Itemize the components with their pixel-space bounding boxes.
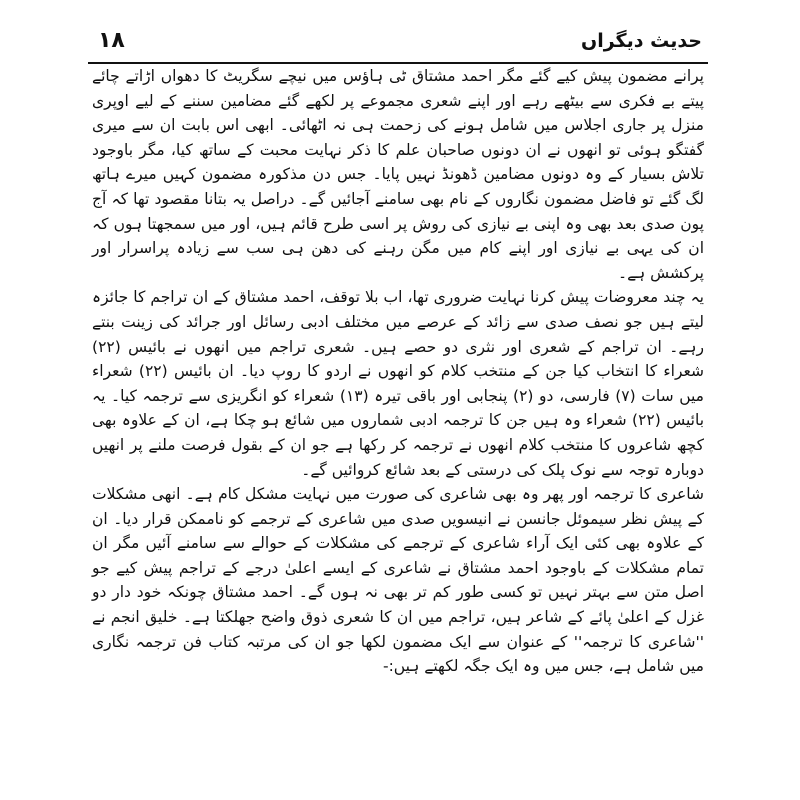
page-number: ۱۸ [98, 28, 125, 53]
running-head-title: حدیث دیگراں [580, 30, 702, 52]
paragraph-3: شاعری کا ترجمہ اور پھر وہ بھی شاعری کی صورت میں نہایت مشکل کام ہے۔ انھی مشکلات کے پیش نظر سیموئل جانسن نے انیسویں صدی میں شاعری کے ترجمے کو ناممکن قرار دیا۔ ان کے علاوہ بھی کئی ایک آراء شاعری کے ترجمے کی مشکلات کے حوالے سے سامنے آئیں مگر ان تمام مشکلات کے باوجود احمد مشتاق نے شاعری کے ایسے اعلیٰ درجے کے تراجم پیش کیے جو اصل متن سے بہتر نہیں تو کسی طور کم تر بھی نہ ہوں گے۔ احمد مشتاق چونکہ خود دار دو غزل کے اعلیٰ پائے کے شاعر ہیں، تراجم میں ان کا شعری ذوق واضح جھلکتا ہے۔ خلیق انجم نے ''شاعری کا ترجمہ'' کے عنوان سے ایک مضمون لکھا جو ان کی مرتبہ کتاب فن ترجمہ نگاری میں شامل ہے، جس میں وہ ایک جگہ لکھتے ہیں:- [92, 485, 704, 676]
page-header [88, 28, 708, 68]
body-text [92, 64, 704, 679]
paragraph-2: یہ چند معروضات پیش کرنا نہایت ضروری تھا، اب بلا توقف، احمد مشتاق کے ان تراجم کا جائزہ لیتے ہیں جو نصف صدی سے زائد کے عرصے میں مختلف ادبی رسائل اور جرائد کی زینت بنتے رہے۔ ان تراجم کے شعری اور نثری دو حصے ہیں۔ شعری تراجم میں انھوں نے بائیس (۲۲) شعراء کا انتخاب کیا جن کے منتخب کلام کو انھوں نے اردو کا روپ دیا۔ ان بائیس (۲۲) شعراء میں سات (۷) فارسی، دو (۲) پنجابی اور باقی تیرہ (۱۳) شعراء کو انگریزی سے ترجمہ کیا۔ یہ بائیس (۲۲) شعراء وہ ہیں جن کا ترجمہ ادبی شماروں میں شائع ہو چکا ہے، ان کے علاوہ بھی کچھ شاعروں کا منتخب کلام انھوں نے ترجمہ کر رکھا ہے جو ان کے بقول فرصت ملنے پر انھیں دوبارہ توجہ سے نوک پلک کی درستی کے بعد شائع کروائیں گے۔ [92, 288, 705, 479]
paragraph-1: پرانے مضمون پیش کیے گئے مگر احمد مشتاق ٹی ہاؤس میں نیچے سگریٹ کا دھواں اڑاتے چائے پیتے بے فکری سے بیٹھے رہے اور اپنے شعری مجموعے پر لکھے گئے مضامین سننے کے لیے اوپری منزل پر جاری اجلاس میں شامل ہونے کی زحمت ہی نہ اٹھائی۔ ابھی اس بابت ان سے میری گفتگو ہوئی تو انھوں نے ان دونوں صاحبان علم کا ذکر نہایت محبت کے ساتھ کیا، مگر باوجود تلاش بسیار کے وہ دونوں مضامین ڈھونڈ نہیں پایا۔ جس دن مذکورہ مضمون کہیں میرے ہاتھ لگ گئے تو فاضل مضمون نگاروں کے نام بھی سامنے آجائیں گے۔ دراصل یہ بتانا مقصود تھا کہ آج پون صدی بعد بھی وہ اپنی بے نیازی کی روش پر اسی طرح قائم ہیں، اور میں سمجھتا ہوں کہ ان کی یہی بے نیازی اور اپنے کام میں مگن رہنے کی دھن ہی سب سے زیادہ پراسرار اور پرکشش ہے۔ [92, 67, 704, 282]
